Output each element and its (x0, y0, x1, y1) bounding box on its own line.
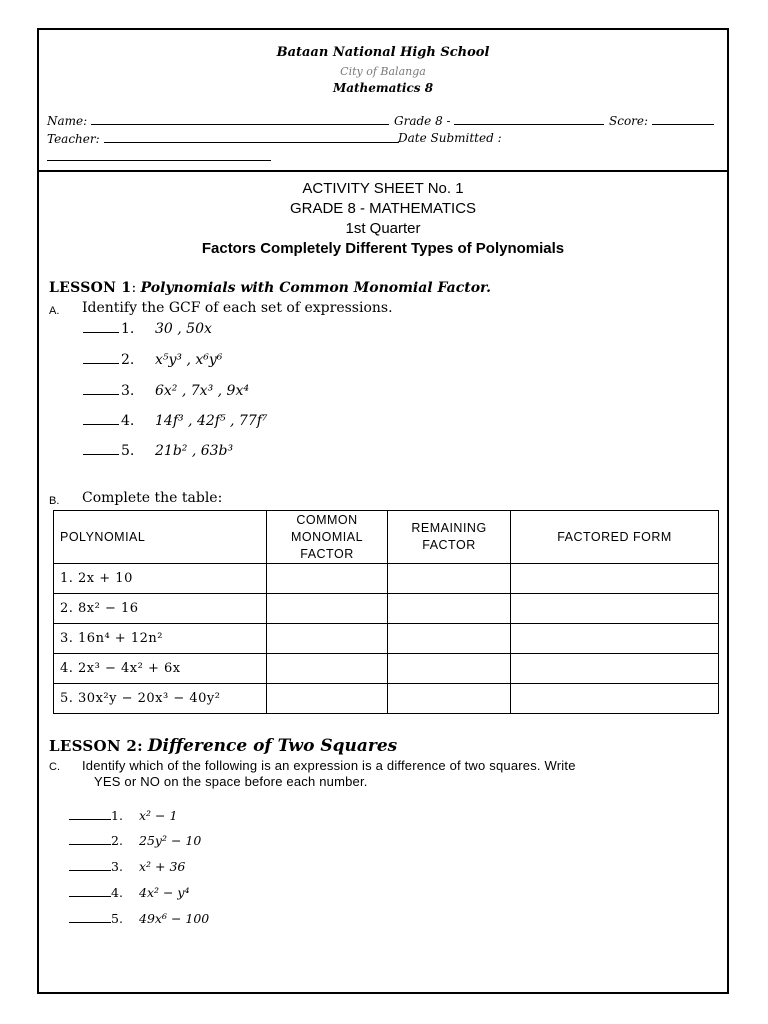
polynomial-cell: 3. 16n⁴ + 12n² (54, 624, 267, 654)
answer-blank[interactable] (83, 384, 119, 395)
table-row (54, 624, 719, 654)
name-label: Name: (47, 114, 88, 128)
item-expression: 21b² , 63b³ (155, 443, 234, 459)
answer-cell[interactable] (511, 624, 719, 654)
topic-title: Factors Completely Different Types of Polynomials (201, 240, 565, 257)
gcf-item (83, 413, 268, 429)
part-c-instruction (82, 758, 722, 790)
quarter-title: 1st Quarter (345, 220, 421, 237)
item-number: 3. (111, 859, 123, 874)
lesson2-label: LESSON 2: (49, 737, 143, 755)
item-expression: 6x² , 7x³ , 9x⁴ (155, 383, 249, 399)
gcf-item (83, 321, 212, 337)
part-c-letter: C. (49, 761, 60, 773)
item-expression: 30 , 50x (155, 321, 212, 337)
header-factored-form: FACTORED FORM (511, 511, 719, 564)
grade-field (394, 113, 604, 128)
part-c-instruction-line1: Identify which of the following is an expression is a difference of two squares. Write (82, 758, 576, 773)
answer-cell[interactable] (511, 564, 719, 594)
answer-blank[interactable] (69, 860, 111, 871)
item-expression: 25y² − 10 (139, 833, 202, 848)
item-expression: x⁵y³ , x⁶y⁶ (155, 352, 223, 368)
answer-cell[interactable] (267, 624, 388, 654)
grade-title: GRADE 8 - MATHEMATICS (289, 200, 477, 217)
item-number: 4. (121, 413, 135, 429)
polynomial-cell: 2. 8x² − 16 (54, 594, 267, 624)
lesson2-heading (49, 736, 397, 756)
activity-title: ACTIVITY SHEET No. 1 (302, 180, 464, 197)
name-field (47, 113, 389, 128)
answer-blank[interactable] (83, 444, 119, 455)
table-header-row (54, 511, 719, 564)
item-expression: x² − 1 (139, 808, 178, 823)
score-blank[interactable] (652, 113, 714, 125)
answer-cell[interactable] (267, 564, 388, 594)
answer-cell[interactable] (388, 594, 511, 624)
table-row (54, 594, 719, 624)
item-expression: x² + 36 (139, 859, 186, 874)
date-blank-line (47, 149, 271, 164)
squares-item (69, 808, 177, 823)
squares-item (69, 911, 209, 926)
header-common-factor: COMMON MONOMIAL FACTOR (267, 511, 388, 564)
teacher-blank[interactable] (104, 131, 399, 143)
gcf-item (83, 443, 233, 459)
page-frame (37, 28, 729, 994)
lesson1-heading (49, 280, 491, 296)
school-header (39, 30, 727, 172)
answer-cell[interactable] (511, 684, 719, 714)
table-row (54, 564, 719, 594)
score-field (609, 113, 714, 128)
item-number: 2. (111, 833, 123, 848)
table-row (54, 684, 719, 714)
answer-cell[interactable] (267, 594, 388, 624)
date-field (398, 131, 502, 145)
teacher-field (47, 131, 399, 146)
answer-blank[interactable] (83, 322, 119, 333)
item-expression: 49x⁶ − 100 (139, 911, 210, 926)
item-number: 5. (111, 911, 123, 926)
header-polynomial: POLYNOMIAL (54, 511, 267, 564)
lesson2-name: Difference of Two Squares (147, 736, 398, 756)
item-number: 1. (111, 808, 123, 823)
answer-blank[interactable] (83, 414, 119, 425)
answer-cell[interactable] (388, 684, 511, 714)
answer-blank[interactable] (69, 886, 111, 897)
squares-item (69, 885, 190, 900)
answer-blank[interactable] (69, 809, 111, 820)
name-blank[interactable] (91, 113, 389, 125)
polynomial-cell: 5. 30x²y − 20x³ − 40y² (54, 684, 267, 714)
city-name: City of Balanga (340, 65, 426, 78)
answer-cell[interactable] (388, 654, 511, 684)
lesson1-name: Polynomials with Common Monomial Factor. (140, 280, 492, 296)
answer-cell[interactable] (267, 684, 388, 714)
gcf-item (83, 352, 222, 368)
squares-item (69, 833, 201, 848)
part-a-letter: A. (49, 305, 60, 317)
gcf-item (83, 383, 249, 399)
item-number: 1. (121, 321, 135, 337)
lesson1-label: LESSON 1 (49, 280, 132, 296)
header-remaining-factor: REMAINING FACTOR (388, 511, 511, 564)
answer-cell[interactable] (511, 654, 719, 684)
item-expression: 4x² − y⁴ (139, 885, 190, 900)
answer-cell[interactable] (388, 624, 511, 654)
answer-cell[interactable] (388, 564, 511, 594)
item-number: 4. (111, 885, 123, 900)
polynomial-cell: 1. 2x + 10 (54, 564, 267, 594)
polynomial-cell: 4. 2x³ − 4x² + 6x (54, 654, 267, 684)
item-number: 3. (121, 383, 135, 399)
answer-cell[interactable] (511, 594, 719, 624)
answer-blank[interactable] (83, 353, 119, 364)
school-name: Bataan National High School (276, 45, 490, 60)
item-expression: 14f³ , 42f⁵ , 77f⁷ (155, 413, 268, 429)
squares-item (69, 859, 185, 874)
date-label: Date Submitted : (398, 131, 502, 145)
part-a-instruction: Identify the GCF of each set of expressions. (82, 300, 393, 316)
subject-name: Mathematics 8 (332, 81, 434, 95)
part-b-instruction: Complete the table: (82, 490, 223, 506)
lesson1-colon: : (131, 280, 137, 296)
date-blank[interactable] (47, 149, 271, 161)
teacher-label: Teacher: (47, 132, 100, 146)
item-number: 2. (121, 352, 135, 368)
part-c-instruction-line2: YES or NO on the space before each number. (94, 774, 368, 789)
answer-blank[interactable] (69, 834, 111, 845)
part-b-letter: B. (49, 495, 60, 507)
table-row (54, 654, 719, 684)
score-label: Score: (609, 114, 649, 128)
grade-label: Grade 8 - (394, 114, 451, 128)
item-number: 5. (121, 443, 135, 459)
polynomial-table (53, 510, 719, 714)
grade-blank[interactable] (454, 113, 604, 125)
answer-blank[interactable] (69, 912, 111, 923)
answer-cell[interactable] (267, 654, 388, 684)
